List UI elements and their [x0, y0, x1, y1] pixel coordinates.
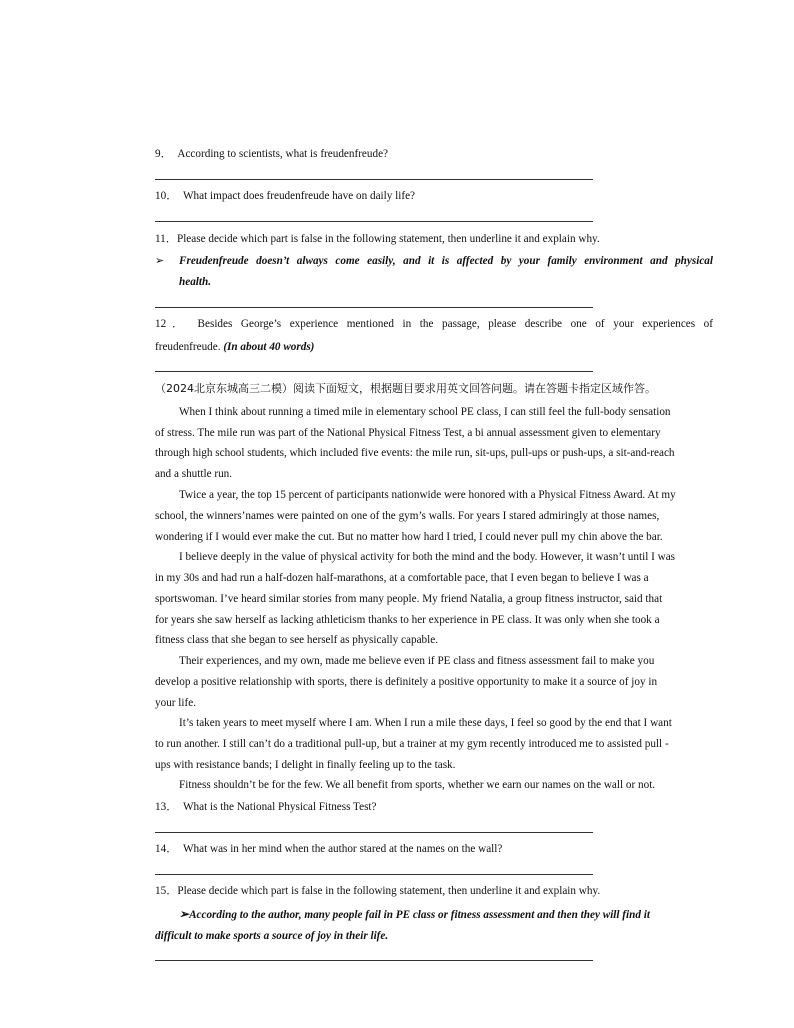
passage-line: When I think about running a timed mile in elementary school PE class, I can still feel the full-body sensation — [179, 406, 671, 418]
question-12-line1 — [155, 317, 713, 331]
passage-line: for years she saw herself as lacking athleticism thanks to her experience in PE class. It was only when she took a — [155, 614, 660, 626]
answer-line-13[interactable] — [155, 832, 593, 833]
question-text: What is the National Physical Fitness Test? — [182, 801, 377, 813]
question-number: 9． — [155, 148, 172, 160]
passage-line: I believe deeply in the value of physical activity for both the mind and the body. However, it wasn’t until I was — [179, 551, 676, 563]
passage-line: ups with resistance bands; I delight in finally feeling up to the task. — [155, 759, 456, 771]
question-12-line2 — [155, 340, 713, 354]
question-number: 13． — [155, 801, 178, 813]
answer-line-9[interactable] — [155, 179, 593, 180]
passage-line: and a shuttle run. — [155, 468, 233, 480]
question-14 — [155, 842, 502, 856]
passage-source: （2024北京东城高三二模）阅读下面短文，根据题目要求用英文回答问题。请在答题卡指定区域作答。 — [155, 382, 656, 395]
passage-line: Fitness shouldn’t be for the few. We all benefit from sports, whether we earn our names on the wall or not. — [179, 779, 656, 791]
passage-line: sportswoman. I’ve heard similar stories from many people. My friend Natalia, a group fitness instructor, said that — [155, 593, 663, 605]
passage-line: school, the winners’names were painted on one of the gym’s walls. For years I stared admiringly at those names, — [155, 510, 660, 522]
question-text: Please decide which part is false in the following statement, then underline it and explain why. — [177, 885, 601, 897]
passage-line: Twice a year, the top 15 percent of participants nationwide were honored with a Physical Fitness Award. At my — [179, 489, 676, 501]
question-number: 11． — [155, 233, 177, 245]
passage-line: to run another. I still can’t do a traditional pull-up, but a trainer at my gym recently introduced me to assisted pull - — [155, 738, 669, 750]
answer-line-11[interactable] — [155, 307, 593, 308]
answer-line-12[interactable] — [155, 371, 593, 372]
passage-line: your life. — [155, 697, 197, 709]
question-text: According to scientists, what is freudenfreude? — [177, 148, 389, 160]
question-10 — [155, 189, 415, 203]
passage-line: in my 30s and had run a half-dozen half-marathons, at a comfortable pace, that I even began to believe I was a — [155, 572, 649, 584]
word-limit-hint: (In about 40 words) — [223, 341, 315, 353]
passage-line: fitness class that she began to see herself as physically capable. — [155, 634, 439, 646]
passage-line: of stress. The mile run was part of the National Physical Fitness Test, a bi annual assessment given to elementary — [155, 427, 661, 439]
statement-text: Freudenfreude doesn’t always come easily, and it is affected by your family environment and physical — [179, 255, 713, 267]
question-9 — [155, 147, 388, 161]
question-number: 14． — [155, 843, 178, 855]
question-15 — [155, 884, 600, 898]
question-number: 10． — [155, 190, 178, 202]
question-text: Besides George’s experience mentioned in the passage, please describe one of your experiences of — [197, 318, 714, 330]
question-text: What impact does freudenfreude have on daily life? — [182, 190, 416, 202]
question-number: 15． — [155, 885, 178, 897]
statement-15-line2: difficult to make sports a source of joy in their life. — [155, 930, 389, 942]
arrow-bullet-icon: ➢ — [155, 255, 165, 267]
passage-line: develop a positive relationship with sports, there is definitely a positive opportunity to make it a source of joy in — [155, 676, 658, 688]
question-11 — [155, 232, 600, 246]
arrow-bullet-icon: ➢ — [179, 907, 190, 921]
answer-line-15[interactable] — [155, 960, 593, 961]
question-13 — [155, 800, 377, 814]
answer-line-14[interactable] — [155, 874, 593, 875]
passage-line: It’s taken years to meet myself where I am. When I run a mile these days, I feel so good by the end that I want — [179, 717, 672, 729]
question-text: freudenfreude. — [155, 341, 221, 353]
question-number: 12． — [155, 318, 189, 330]
passage-line: wondering if I would ever make the cut. But no matter how hard I tried, I could never pull my chin above the bar. — [155, 531, 663, 543]
statement-text: According to the author, many people fail in PE class or fitness assessment and then they will find it — [189, 909, 650, 921]
statement-15-line1 — [155, 907, 713, 922]
answer-line-10[interactable] — [155, 221, 593, 222]
question-text: What was in her mind when the author stared at the names on the wall? — [182, 843, 503, 855]
statement-11-line1 — [155, 254, 713, 268]
statement-11-line2: health. — [179, 276, 212, 288]
passage-line: through high school students, which included five events: the mile run, sit-ups, pull-ups or push-ups, a sit-and-reach — [155, 447, 675, 459]
question-text: Please decide which part is false in the following statement, then underline it and explain why. — [176, 233, 600, 245]
passage-line: Their experiences, and my own, made me believe even if PE class and fitness assessment fail to make you — [179, 655, 655, 667]
